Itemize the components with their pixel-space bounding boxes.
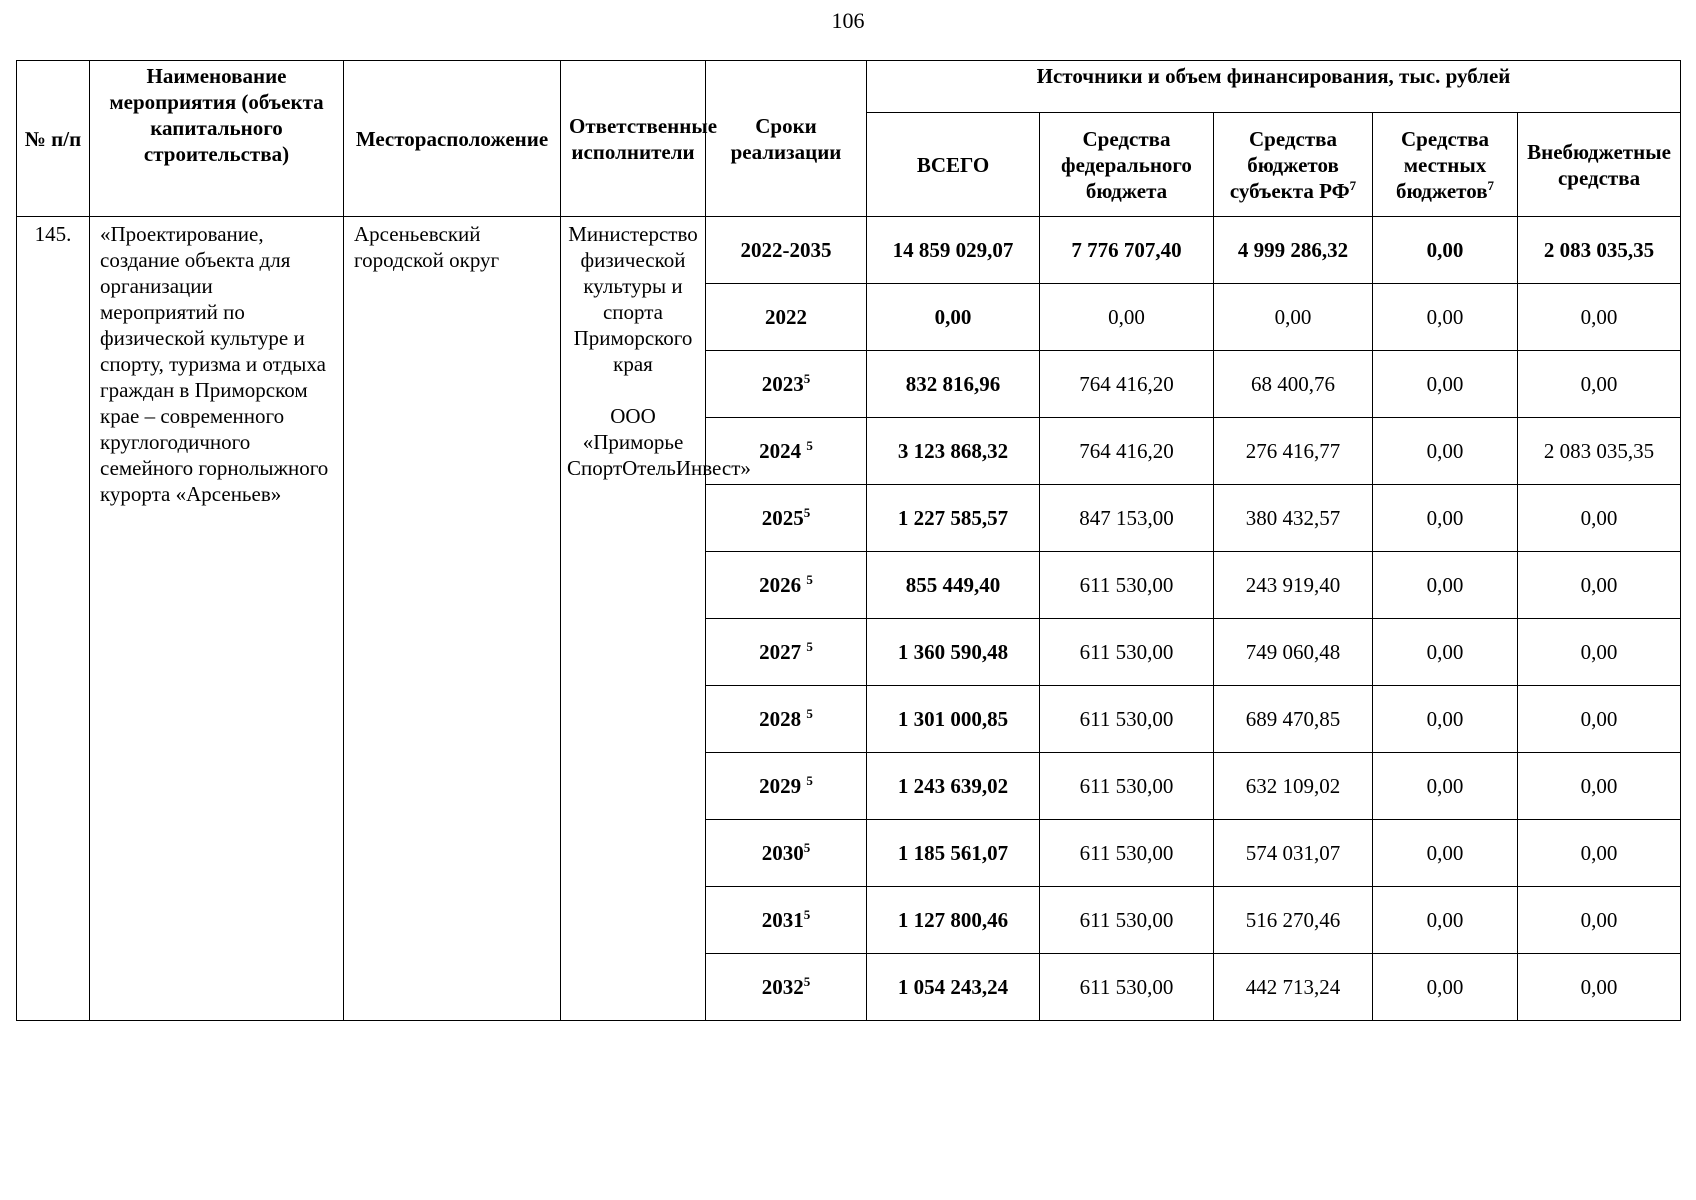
header-name: Наименование мероприятия (объекта капитального строительства) [90, 61, 344, 217]
header-executors: Ответственные исполнители [561, 61, 706, 217]
cell-local: 0,00 [1373, 686, 1518, 753]
header-row-top [17, 61, 1681, 113]
cell-federal: 611 530,00 [1040, 552, 1214, 619]
cell-local: 0,00 [1373, 485, 1518, 552]
header-terms: Сроки реализации [706, 61, 867, 217]
year-label: 2025 [761, 506, 804, 530]
header-local-label: Средства местных бюджетов [1395, 126, 1489, 203]
cell-total: 1 054 243,24 [867, 954, 1040, 1021]
cell-local: 0,00 [1373, 887, 1518, 954]
cell-region: 68 400,76 [1214, 351, 1373, 418]
year-label: 2032 [761, 975, 804, 999]
cell-extra: 0,00 [1518, 686, 1681, 753]
cell-extra: 0,00 [1518, 887, 1681, 954]
cell-year [706, 552, 867, 619]
header-region-label: Средства бюджетов субъекта РФ [1229, 126, 1350, 203]
header-federal: Средства федерального бюджета [1040, 113, 1214, 217]
cell-year [706, 954, 867, 1021]
cell-year [706, 820, 867, 887]
cell-total: 1 301 000,85 [867, 686, 1040, 753]
cell-region: 380 432,57 [1214, 485, 1373, 552]
cell-extra: 0,00 [1518, 485, 1681, 552]
cell-year [706, 485, 867, 552]
record-executors [561, 217, 751, 1021]
cell-total: 3 123 868,32 [867, 418, 1040, 485]
cell-extra: 2 083 035,35 [1518, 217, 1681, 284]
cell-region: 243 919,40 [1214, 552, 1373, 619]
cell-total: 0,00 [867, 284, 1040, 351]
year-label: 2022 [765, 305, 807, 329]
cell-federal: 611 530,00 [1040, 887, 1214, 954]
cell-year [706, 351, 867, 418]
header-extra: Внебюджетные средства [1518, 113, 1681, 217]
cell-region: 442 713,24 [1214, 954, 1373, 1021]
cell-year [706, 887, 867, 954]
cell-total: 1 127 800,46 [867, 887, 1040, 954]
header-total: ВСЕГО [867, 113, 1040, 217]
record-location: Арсеньевский городской округ [344, 217, 561, 1021]
cell-local: 0,00 [1373, 753, 1518, 820]
cell-local: 0,00 [1373, 351, 1518, 418]
cell-region: 516 270,46 [1214, 887, 1373, 954]
header-location: Месторасположение [344, 61, 561, 217]
year-label: 2022-2035 [740, 238, 832, 262]
cell-total: 1 227 585,57 [867, 485, 1040, 552]
year-footnote: 5 [803, 974, 811, 989]
year-label: 2024 [759, 439, 807, 463]
year-footnote: 5 [806, 639, 813, 654]
cell-region: 632 109,02 [1214, 753, 1373, 820]
cell-total: 1 360 590,48 [867, 619, 1040, 686]
cell-extra: 0,00 [1518, 552, 1681, 619]
header-local [1373, 113, 1518, 217]
year-footnote: 5 [806, 706, 813, 721]
cell-region: 4 999 286,32 [1214, 217, 1373, 284]
cell-total: 1 185 561,07 [867, 820, 1040, 887]
header-region [1214, 113, 1373, 217]
page-number: 106 [831, 8, 865, 33]
cell-local: 0,00 [1373, 552, 1518, 619]
cell-federal: 611 530,00 [1040, 820, 1214, 887]
cell-year [706, 619, 867, 686]
year-label: 2028 [759, 707, 807, 731]
cell-local: 0,00 [1373, 619, 1518, 686]
year-label: 2030 [761, 841, 804, 865]
cell-region: 574 031,07 [1214, 820, 1373, 887]
header-sources: Источники и объем финансирования, тыс. рублей [867, 61, 1681, 113]
cell-year [706, 686, 867, 753]
cell-extra: 0,00 [1518, 351, 1681, 418]
year-footnote: 5 [803, 505, 811, 520]
cell-federal: 611 530,00 [1040, 753, 1214, 820]
cell-local: 0,00 [1373, 217, 1518, 284]
cell-region: 749 060,48 [1214, 619, 1373, 686]
cell-federal: 847 153,00 [1040, 485, 1214, 552]
cell-extra: 0,00 [1518, 619, 1681, 686]
record-number: 145. [17, 217, 90, 1021]
cell-federal: 0,00 [1040, 284, 1214, 351]
cell-local: 0,00 [1373, 954, 1518, 1021]
cell-federal: 611 530,00 [1040, 686, 1214, 753]
cell-extra: 2 083 035,35 [1518, 418, 1681, 485]
cell-extra: 0,00 [1518, 753, 1681, 820]
year-footnote: 5 [803, 840, 811, 855]
cell-extra: 0,00 [1518, 284, 1681, 351]
year-label: 2027 [759, 640, 807, 664]
cell-federal: 611 530,00 [1040, 954, 1214, 1021]
cell-local: 0,00 [1373, 284, 1518, 351]
header-local-footnote: 7 [1487, 177, 1495, 193]
year-footnote: 5 [806, 773, 813, 788]
cell-total: 1 243 639,02 [867, 753, 1040, 820]
cell-total: 14 859 029,07 [867, 217, 1040, 284]
header-region-footnote: 7 [1349, 177, 1357, 193]
cell-federal: 764 416,20 [1040, 418, 1214, 485]
cell-region: 276 416,77 [1214, 418, 1373, 485]
cell-extra: 0,00 [1518, 954, 1681, 1021]
year-label: 2031 [761, 908, 804, 932]
cell-year [706, 753, 867, 820]
year-footnote: 5 [806, 438, 813, 453]
year-label: 2029 [759, 774, 807, 798]
year-footnote: 5 [803, 371, 811, 386]
year-footnote: 5 [806, 572, 813, 587]
cell-federal: 764 416,20 [1040, 351, 1214, 418]
year-label: 2026 [759, 573, 807, 597]
record-name: «Проектирование, создание объекта для организации мероприятий по физической культуре и спорту, туризма и отдыха граждан в Приморском крае – современного круглогодичного семейного горнолыжного курорта «Арсеньев» [90, 217, 344, 1021]
cell-region: 689 470,85 [1214, 686, 1373, 753]
cell-total: 855 449,40 [867, 552, 1040, 619]
table-row [17, 217, 1681, 284]
year-label: 2023 [761, 372, 804, 396]
cell-local: 0,00 [1373, 820, 1518, 887]
executor-spacer [567, 377, 699, 403]
year-footnote: 5 [803, 907, 811, 922]
header-number: № п/п [17, 61, 90, 217]
executor-company: ООО «Приморье СпортОтельИнвест» [567, 404, 751, 480]
cell-federal: 611 530,00 [1040, 619, 1214, 686]
cell-local: 0,00 [1373, 418, 1518, 485]
cell-total: 832 816,96 [867, 351, 1040, 418]
cell-year [706, 217, 867, 284]
executor-ministry: Министерство физической культуры и спорта Приморского края [568, 222, 698, 376]
funding-table [16, 60, 1681, 1021]
cell-region: 0,00 [1214, 284, 1373, 351]
cell-extra: 0,00 [1518, 820, 1681, 887]
cell-federal: 7 776 707,40 [1040, 217, 1214, 284]
cell-year [706, 284, 867, 351]
